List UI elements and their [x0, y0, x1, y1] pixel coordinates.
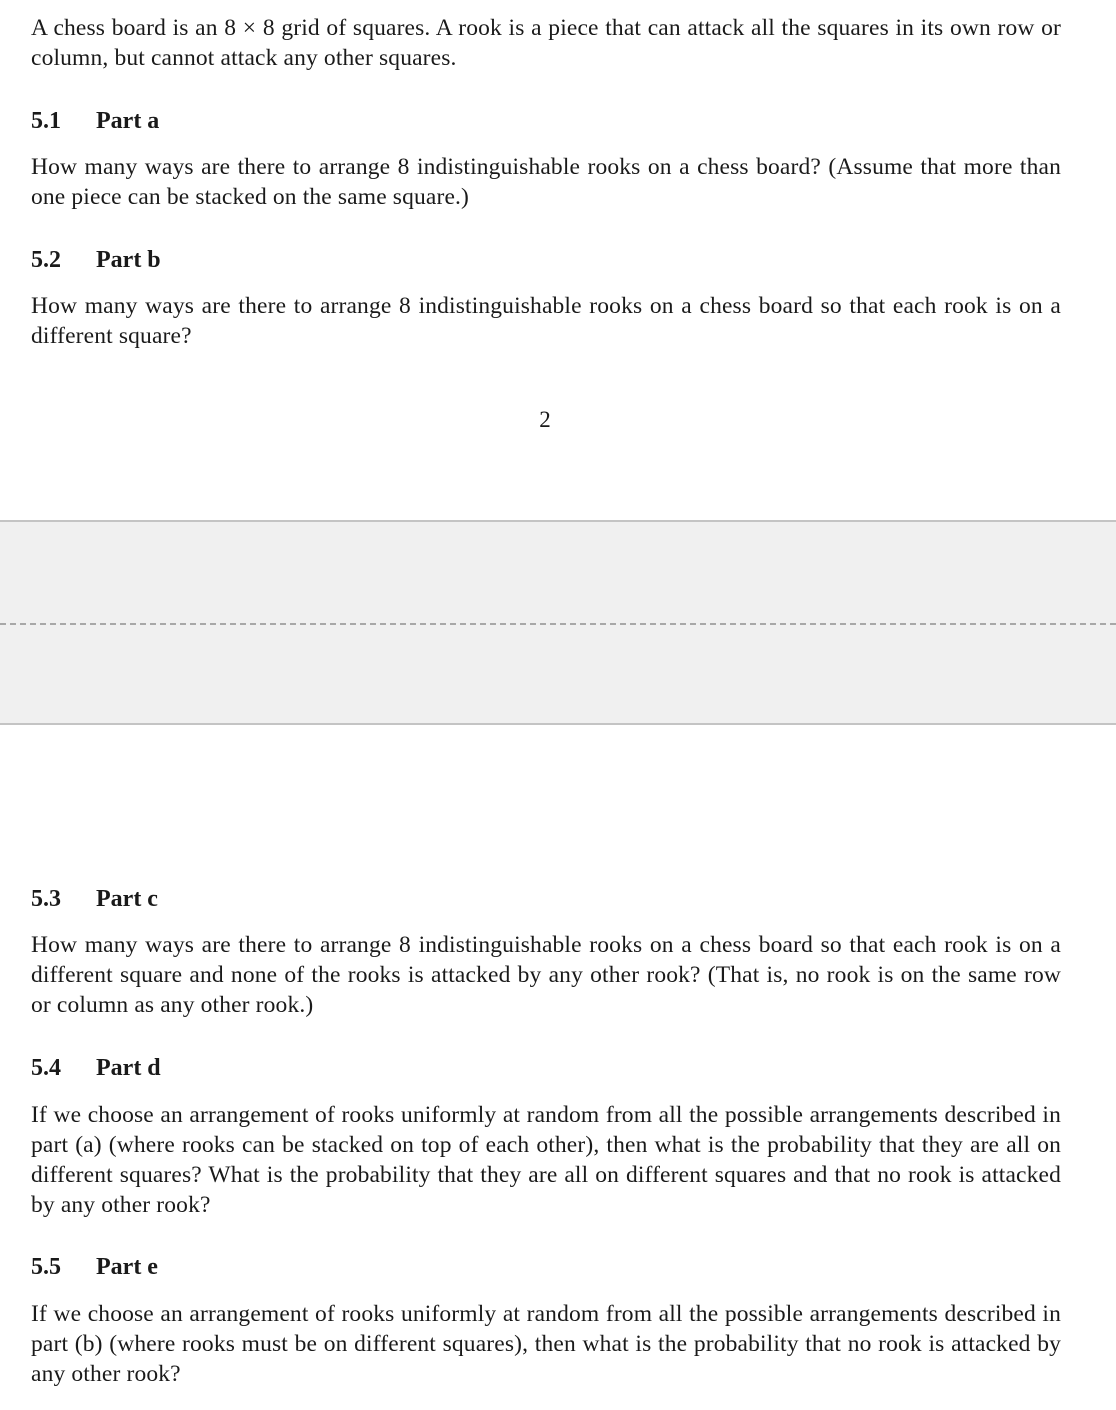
section-body-5-1: How many ways are there to arrange 8 indistinguishable rooks on a chess board? (Assume that more than one piece can be stacked on the same square.)	[31, 154, 1061, 210]
page-break-gap	[0, 520, 1116, 725]
section-heading-5-1	[31, 106, 159, 136]
section-title: Part d	[96, 1055, 161, 1081]
page-number: 2	[539, 407, 551, 432]
section-heading-5-4	[31, 1053, 161, 1083]
section-number: 5.4	[31, 1055, 61, 1081]
section-body-5-2: How many ways are there to arrange 8 indistinguishable rooks on a chess board so that each rook is on a different square?	[31, 293, 1061, 349]
section-heading-5-5	[31, 1252, 158, 1282]
section-number: 5.3	[31, 886, 61, 912]
document-page-bottom	[0, 725, 1116, 1410]
section-body-5-3: How many ways are there to arrange 8 indistinguishable rooks on a chess board so that each rook is on a different square and none of the rooks is attacked by any other rook? (That is, no rook is on the same row or column as any other rook.)	[31, 932, 1061, 1018]
section-heading-5-2	[31, 245, 161, 275]
intro-paragraph: A chess board is an 8 × 8 grid of squares. A rook is a piece that can attack all the squares in its own row or column, but cannot attack any other squares.	[31, 15, 1061, 71]
section-body-5-5: If we choose an arrangement of rooks uniformly at random from all the possible arrangements described in part (b) (where rooks must be on different squares), then what is the probability that no rook is attacked by any other rook?	[31, 1301, 1061, 1387]
section-number: 5.1	[31, 108, 61, 134]
document-page-top	[0, 0, 1116, 520]
section-title: Part a	[96, 108, 160, 134]
page-break-divider	[0, 623, 1116, 625]
section-heading-5-3	[31, 884, 158, 914]
section-number: 5.5	[31, 1254, 61, 1280]
section-title: Part c	[96, 886, 158, 912]
section-title: Part b	[96, 247, 161, 273]
section-title: Part e	[96, 1254, 158, 1280]
section-number: 5.2	[31, 247, 61, 273]
section-body-5-4: If we choose an arrangement of rooks uniformly at random from all the possible arrangements described in part (a) (where rooks can be stacked on top of each other), then what is the probability that they are all on different squares? What is the probability that they are all on different squares and that no rook is attacked by any other rook?	[31, 1102, 1061, 1218]
